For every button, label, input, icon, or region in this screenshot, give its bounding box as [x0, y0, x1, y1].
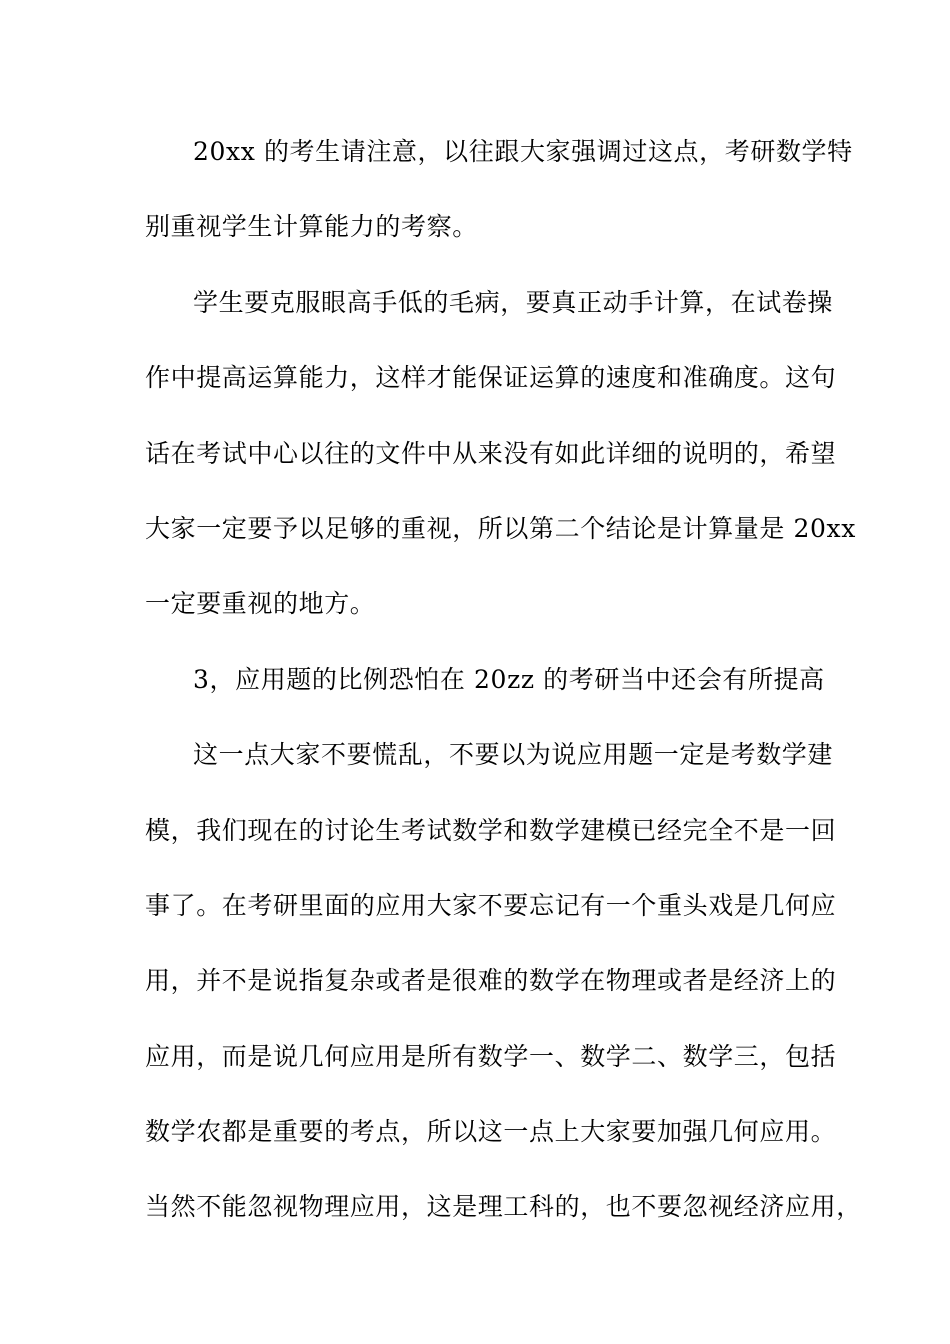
paragraph-3-line-7: 当然不能忽视物理应用，这是理工科的，也不要忽视经济应用，	[145, 1192, 862, 1222]
paragraph-3-line-3: 事了。在考研里面的应用大家不要忘记有一个重头戏是几何应	[145, 890, 837, 920]
paragraph-1-line-2: 别重视学生计算能力的考察。	[145, 212, 478, 242]
paragraph-2-line-5: 一定要重视的地方。	[145, 589, 376, 619]
document-body	[145, 128, 862, 1259]
paragraph-2-line-2: 作中提高运算能力，这样才能保证运算的速度和准确度。这句	[145, 363, 837, 393]
paragraph-3-line-4: 用，并不是说指复杂或者是很难的数学在物理或者是经济上的	[145, 966, 837, 996]
paragraph-2-line-3: 话在考试中心以往的文件中从来没有如此详细的说明的，希望	[145, 438, 837, 468]
paragraph-2-line-1: 学生要克服眼高手低的毛病，要真正动手计算，在试卷操	[193, 287, 834, 317]
paragraph-3-line-6: 数学农都是重要的考点，所以这一点上大家要加强几何应用。	[145, 1117, 837, 1147]
paragraph-3-line-1: 这一点大家不要慌乱，不要以为说应用题一定是考数学建	[193, 740, 834, 770]
paragraph-1-line-1: 20xx 的考生请注意，以往跟大家强调过这点，考研数学特	[193, 137, 853, 166]
paragraph-3-line-5: 应用，而是说几何应用是所有数学一、数学二、数学三，包括	[145, 1041, 837, 1071]
paragraph-2-line-4: 大家一定要予以足够的重视，所以第二个结论是计算量是 20xx	[145, 513, 856, 543]
paragraph-3-line-2: 模，我们现在的讨论生考试数学和数学建模已经完全不是一回	[145, 815, 837, 845]
section-heading-3: 3，应用题的比例恐怕在 20zz 的考研当中还会有所提高	[193, 664, 825, 694]
